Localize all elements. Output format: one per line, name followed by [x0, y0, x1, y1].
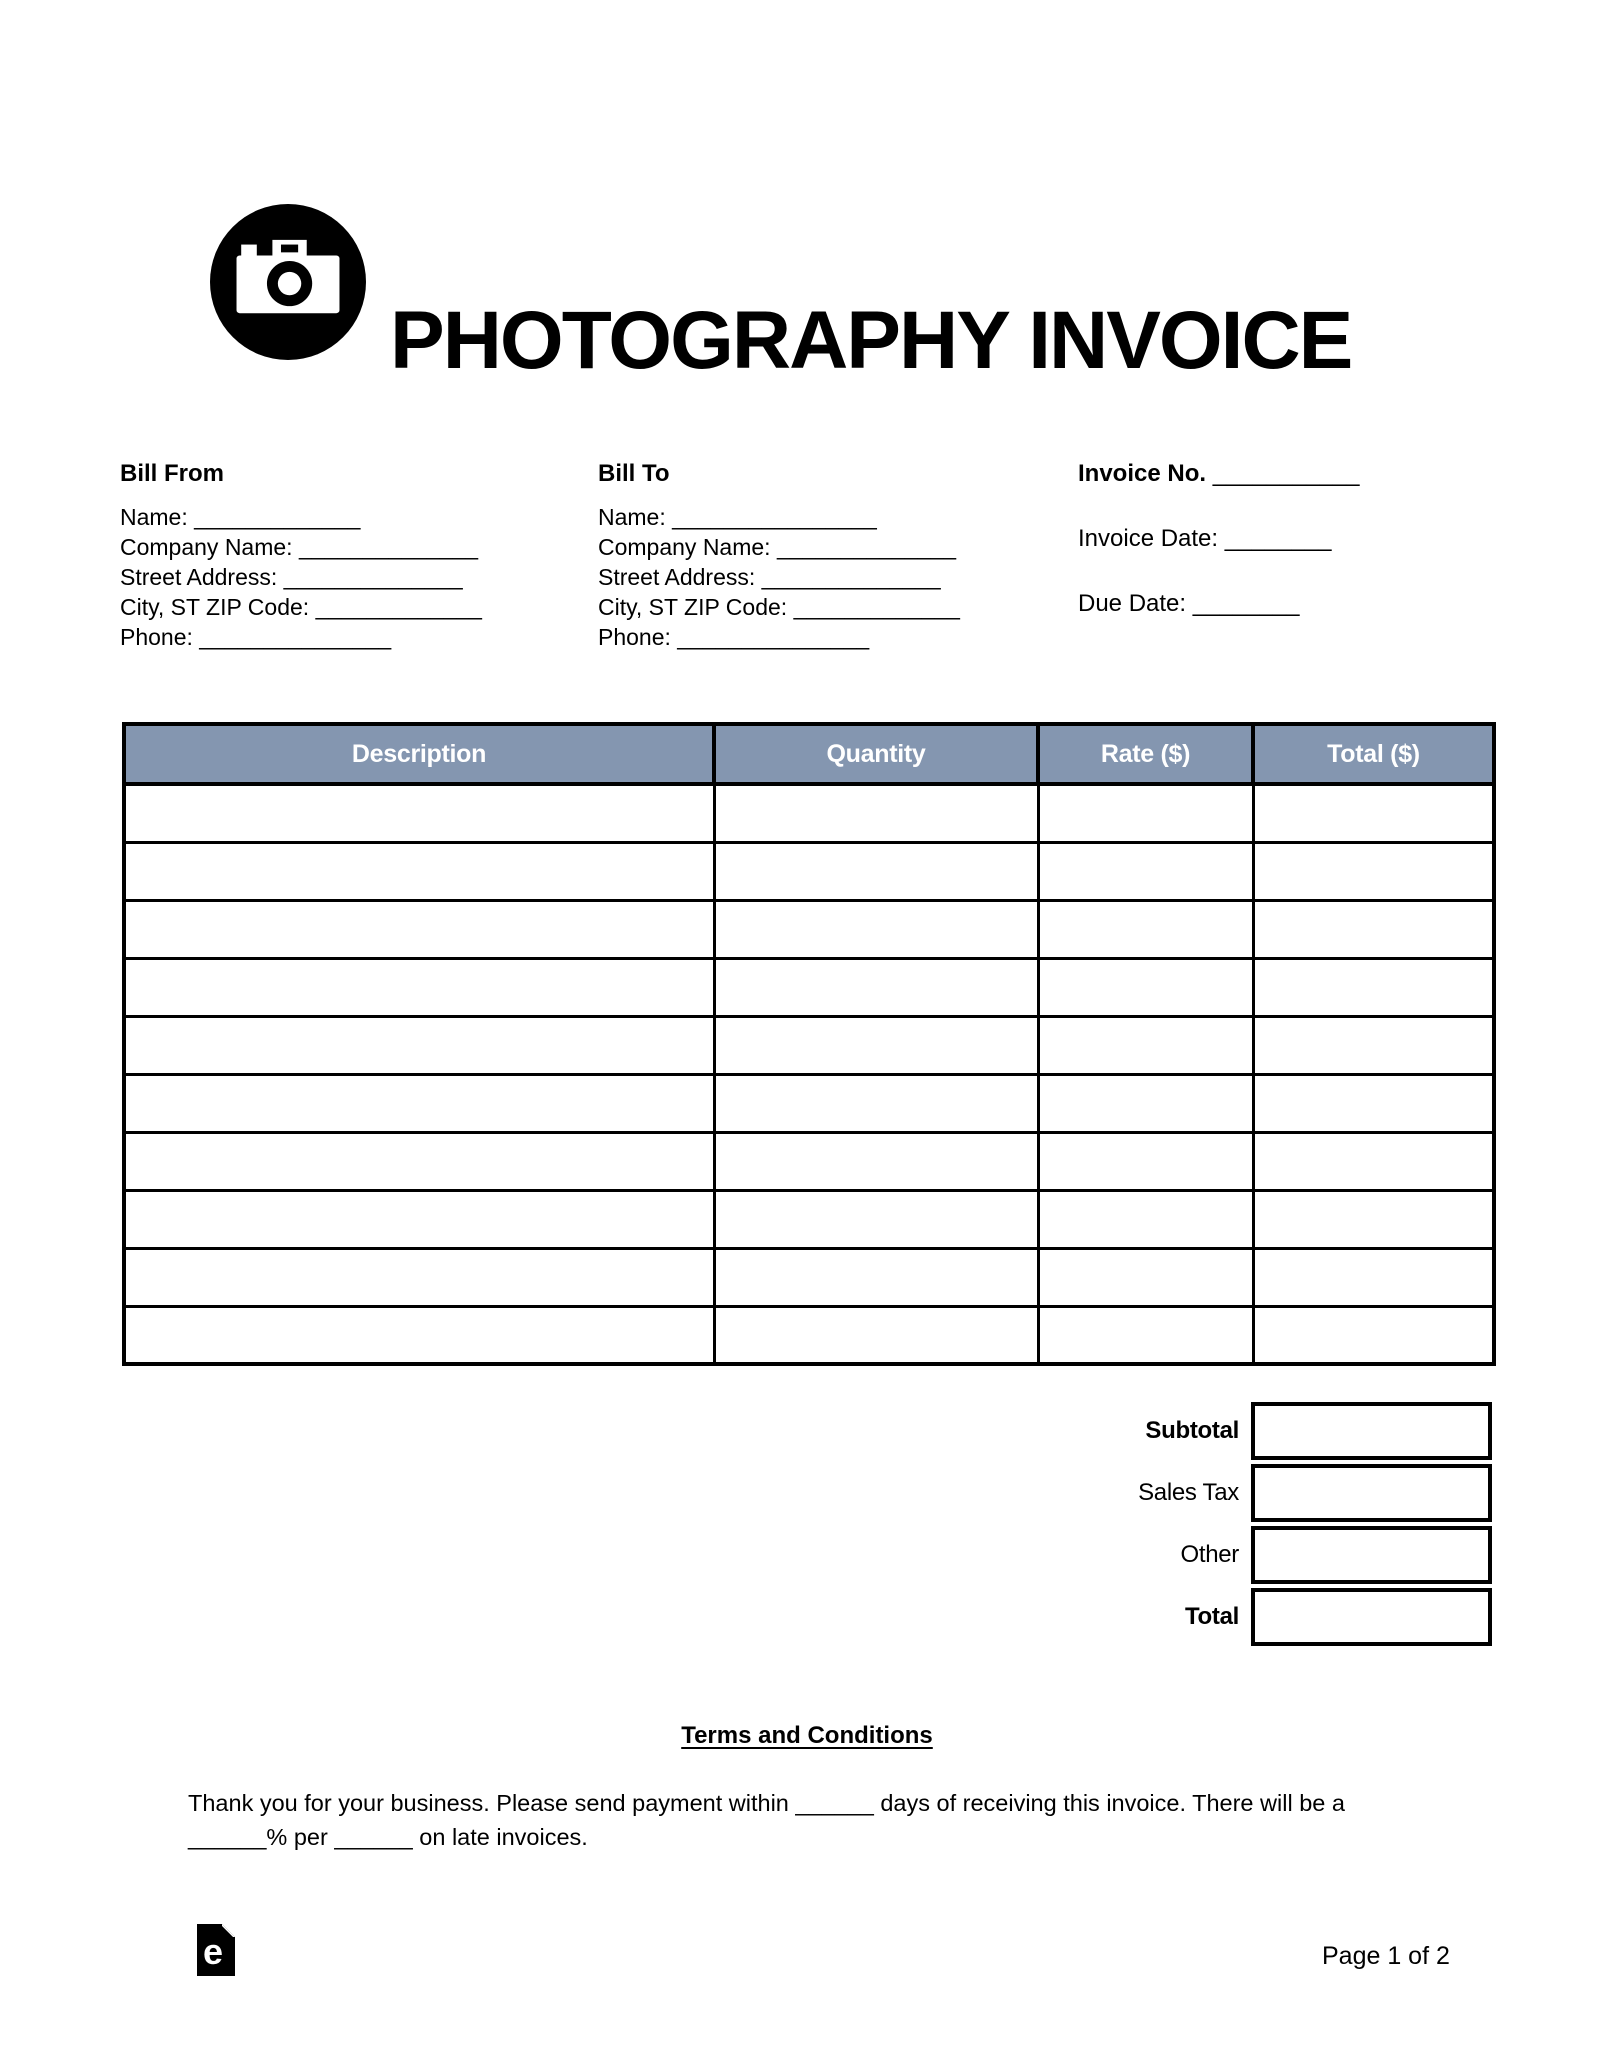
item-cell[interactable]	[1253, 1016, 1494, 1074]
item-row	[124, 784, 1494, 842]
item-cell[interactable]	[1253, 784, 1494, 842]
item-cell[interactable]	[124, 784, 714, 842]
bill-from-field-label: Name:	[120, 504, 188, 530]
column-header-quantity: Quantity	[714, 724, 1038, 784]
invoice-meta-blank[interactable]: ___________	[1206, 460, 1360, 487]
invoice-meta-section	[1078, 460, 1508, 655]
column-header-total: Total ($)	[1253, 724, 1494, 784]
total-row-total	[122, 1588, 1492, 1646]
page-number: Page 1 of 2	[1322, 1942, 1450, 1970]
item-cell[interactable]	[1253, 1190, 1494, 1248]
total-label: Total	[1184, 1603, 1239, 1630]
bill-from-field-label: City, ST ZIP Code:	[120, 594, 310, 620]
item-cell[interactable]	[124, 1074, 714, 1132]
total-row-sales-tax	[122, 1464, 1492, 1522]
item-row	[124, 1074, 1494, 1132]
svg-text:e: e	[203, 1931, 224, 1972]
item-cell[interactable]	[714, 1132, 1038, 1190]
item-cell[interactable]	[1038, 900, 1253, 958]
item-cell[interactable]	[1038, 958, 1253, 1016]
invoice-meta-row	[1078, 460, 1508, 488]
total-value-box[interactable]	[1251, 1588, 1492, 1646]
item-cell[interactable]	[124, 842, 714, 900]
bill-from-field-row	[120, 502, 590, 532]
item-cell[interactable]	[714, 784, 1038, 842]
bill-to-field-label: Phone:	[598, 624, 671, 650]
item-cell[interactable]	[714, 1306, 1038, 1364]
bill-from-field-label: Phone:	[120, 624, 193, 650]
terms-heading: Terms and Conditions	[681, 1722, 933, 1749]
item-cell[interactable]	[124, 1132, 714, 1190]
terms-text: Thank you for your business. Please send payment within ______ days of receiving this invoice. There will be a ______% per ______ on late invoices.	[188, 1790, 1345, 1850]
item-row	[124, 1190, 1494, 1248]
item-cell[interactable]	[714, 1074, 1038, 1132]
bill-to-field-blank[interactable]: _______________	[670, 624, 870, 650]
item-cell[interactable]	[124, 1248, 714, 1306]
bill-from-field-blank[interactable]: _______________	[192, 624, 392, 650]
total-value-box[interactable]	[1251, 1402, 1492, 1460]
item-cell[interactable]	[1038, 842, 1253, 900]
column-header-rate: Rate ($)	[1038, 724, 1253, 784]
item-row	[124, 842, 1494, 900]
item-cell[interactable]	[1253, 958, 1494, 1016]
bill-from-field-blank[interactable]: _____________	[309, 594, 482, 620]
bill-to-field-label: Street Address:	[598, 564, 756, 590]
bill-to-field-row	[598, 562, 1068, 592]
item-cell[interactable]	[1038, 1190, 1253, 1248]
invoice-meta-blank[interactable]: ________	[1186, 590, 1300, 617]
bill-to-section	[598, 460, 1068, 652]
bill-from-field-row	[120, 532, 590, 562]
item-cell[interactable]	[124, 1306, 714, 1364]
item-row	[124, 1306, 1494, 1364]
bill-to-field-row	[598, 532, 1068, 562]
item-row	[124, 1132, 1494, 1190]
item-cell[interactable]	[1038, 1132, 1253, 1190]
total-label: Sales Tax	[1138, 1479, 1239, 1506]
invoice-meta-blank[interactable]: ________	[1218, 525, 1332, 552]
item-cell[interactable]	[1038, 1248, 1253, 1306]
item-cell[interactable]	[1253, 900, 1494, 958]
item-cell[interactable]	[1038, 1074, 1253, 1132]
item-cell[interactable]	[714, 842, 1038, 900]
bill-to-field-blank[interactable]: _____________	[787, 594, 960, 620]
bill-to-field-row	[598, 592, 1068, 622]
camera-icon	[210, 204, 366, 360]
item-cell[interactable]	[124, 958, 714, 1016]
bill-from-field-blank[interactable]: ______________	[277, 564, 463, 590]
bill-to-heading: Bill To	[598, 460, 670, 487]
item-cell[interactable]	[714, 1190, 1038, 1248]
item-cell[interactable]	[1253, 1248, 1494, 1306]
invoice-meta-label: Invoice No.	[1078, 460, 1207, 487]
item-cell[interactable]	[1253, 1132, 1494, 1190]
bill-to-field-label: Name:	[598, 504, 666, 530]
invoice-meta-label: Invoice Date:	[1078, 525, 1219, 552]
item-cell[interactable]	[124, 900, 714, 958]
bill-to-field-row	[598, 622, 1068, 652]
item-cell[interactable]	[124, 1016, 714, 1074]
bill-from-section	[120, 460, 590, 652]
bill-from-field-row	[120, 622, 590, 652]
total-label: Other	[1180, 1541, 1239, 1568]
bill-to-field-label: Company Name:	[598, 534, 771, 560]
bill-from-heading: Bill From	[120, 460, 225, 487]
item-cell[interactable]	[1253, 1074, 1494, 1132]
item-cell[interactable]	[1038, 1306, 1253, 1364]
total-label: Subtotal	[1145, 1417, 1239, 1444]
column-header-description: Description	[124, 724, 714, 784]
bill-from-field-row	[120, 562, 590, 592]
item-cell[interactable]	[714, 958, 1038, 1016]
total-row-other	[122, 1526, 1492, 1584]
item-row	[124, 958, 1494, 1016]
item-row	[124, 1248, 1494, 1306]
item-cell[interactable]	[714, 900, 1038, 958]
item-cell[interactable]	[124, 1190, 714, 1248]
bill-from-field-blank[interactable]: _____________	[187, 504, 361, 530]
item-row	[124, 900, 1494, 958]
item-row	[124, 1016, 1494, 1074]
bill-from-field-label: Company Name:	[120, 534, 293, 560]
eforms-document-icon	[197, 1924, 235, 1976]
bill-from-field-blank[interactable]: ______________	[292, 534, 479, 560]
item-cell[interactable]	[1038, 784, 1253, 842]
bill-to-field-blank[interactable]: ________________	[665, 504, 877, 530]
total-value-box[interactable]	[1251, 1464, 1492, 1522]
total-row-subtotal	[122, 1402, 1492, 1460]
item-cell[interactable]	[714, 1016, 1038, 1074]
item-cell[interactable]	[1253, 842, 1494, 900]
total-value-box[interactable]	[1251, 1526, 1492, 1584]
item-cell[interactable]	[714, 1248, 1038, 1306]
bill-from-field-label: Street Address:	[120, 564, 278, 590]
item-cell[interactable]	[1038, 1016, 1253, 1074]
totals-section	[122, 1402, 1492, 1650]
bill-to-field-blank[interactable]: ______________	[770, 534, 957, 560]
bill-to-field-row	[598, 502, 1068, 532]
invoice-meta-row	[1078, 590, 1508, 618]
bill-to-field-label: City, ST ZIP Code:	[598, 594, 788, 620]
invoice-meta-row	[1078, 525, 1508, 553]
bill-from-field-row	[120, 592, 590, 622]
line-items-table	[122, 722, 1496, 1366]
page-title: PHOTOGRAPHY INVOICE	[390, 295, 1352, 386]
invoice-meta-label: Due Date:	[1078, 590, 1187, 617]
item-cell[interactable]	[1253, 1306, 1494, 1364]
bill-to-field-blank[interactable]: ______________	[755, 564, 941, 590]
